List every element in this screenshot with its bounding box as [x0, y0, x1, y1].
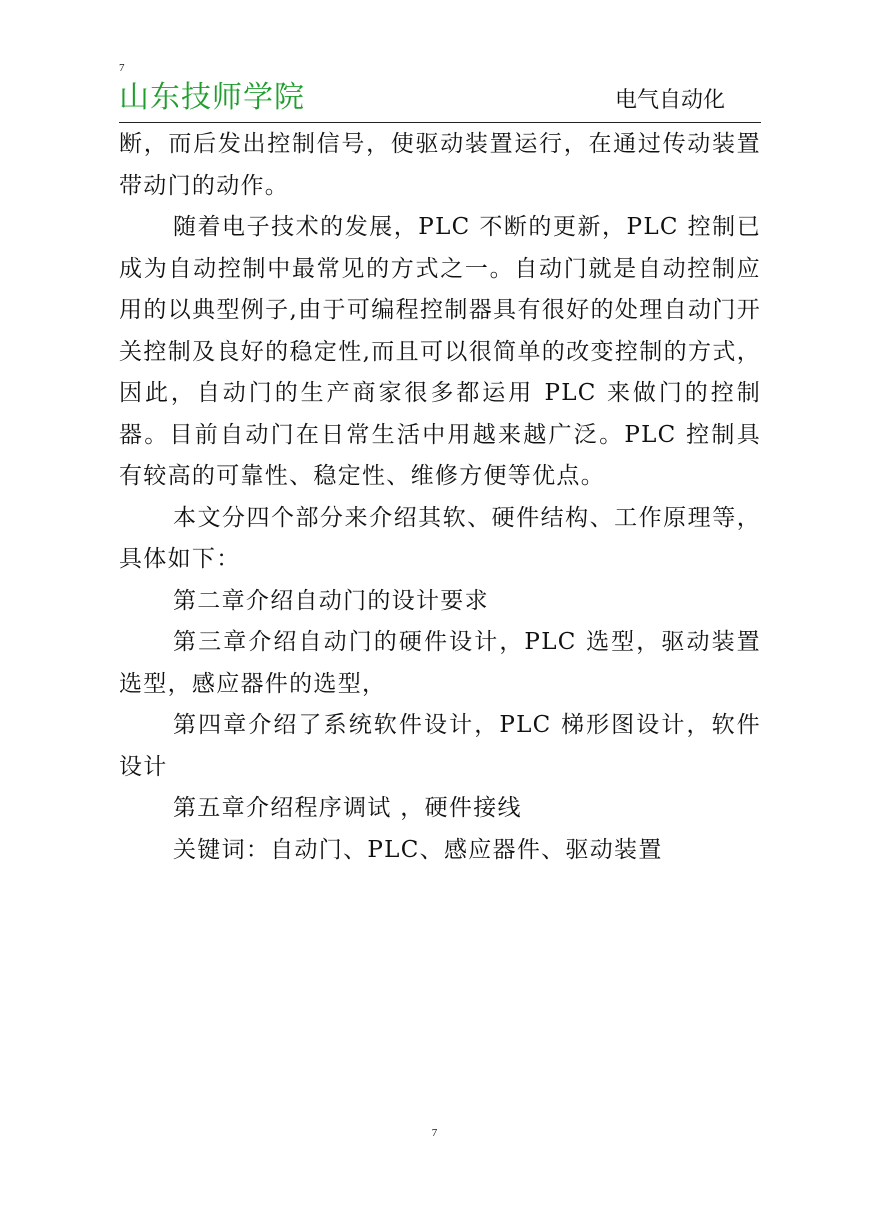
page-number-top: 7 — [119, 62, 125, 74]
page-header — [119, 78, 761, 123]
chapter-3-summary: 第三章介绍自动门的硬件设计，PLC 选型，驱动装置选型，感应器件的选型， — [119, 629, 761, 697]
paragraph-plc-intro: 随着电子技术的发展，PLC 不断的更新，PLC 控制已成为自动控制中最常见的方式之一。自动门就是自动控制应用的以典型例子,由于可编程控制器具有很好的处理自动门开关控制及良好的稳定性,而且可以很简单的改变控制的方式，因此，自动门的生产商家很多都运用 PLC 来做门的控制器。目前自动门在日常生活中用越来越广泛。PLC 控制具有较高的可靠性、稳定性、维修方便等优点。 — [119, 214, 761, 489]
chapter-4-summary: 第四章介绍了系统软件设计，PLC 梯形图设计，软件设计 — [119, 712, 761, 780]
department-name: 电气自动化 — [615, 88, 726, 113]
keywords: 关键词：自动门、PLC、感应器件、驱动装置 — [173, 836, 663, 863]
page-number-bottom: 7 — [431, 1127, 438, 1139]
paragraph-continuation: 断，而后发出控制信号，使驱动装置运行，在通过传动装置带动门的动作。 — [119, 131, 761, 199]
school-name: 山东技师学院 — [119, 80, 305, 115]
chapter-5-summary: 第五章介绍程序调试 ，硬件接线 — [173, 795, 522, 821]
document-body — [119, 124, 761, 871]
chapter-2-summary: 第二章介绍自动门的设计要求 — [173, 587, 489, 614]
paragraph-overview: 本文分四个部分来介绍其软、硬件结构、工作原理等，具体如下： — [119, 504, 761, 572]
